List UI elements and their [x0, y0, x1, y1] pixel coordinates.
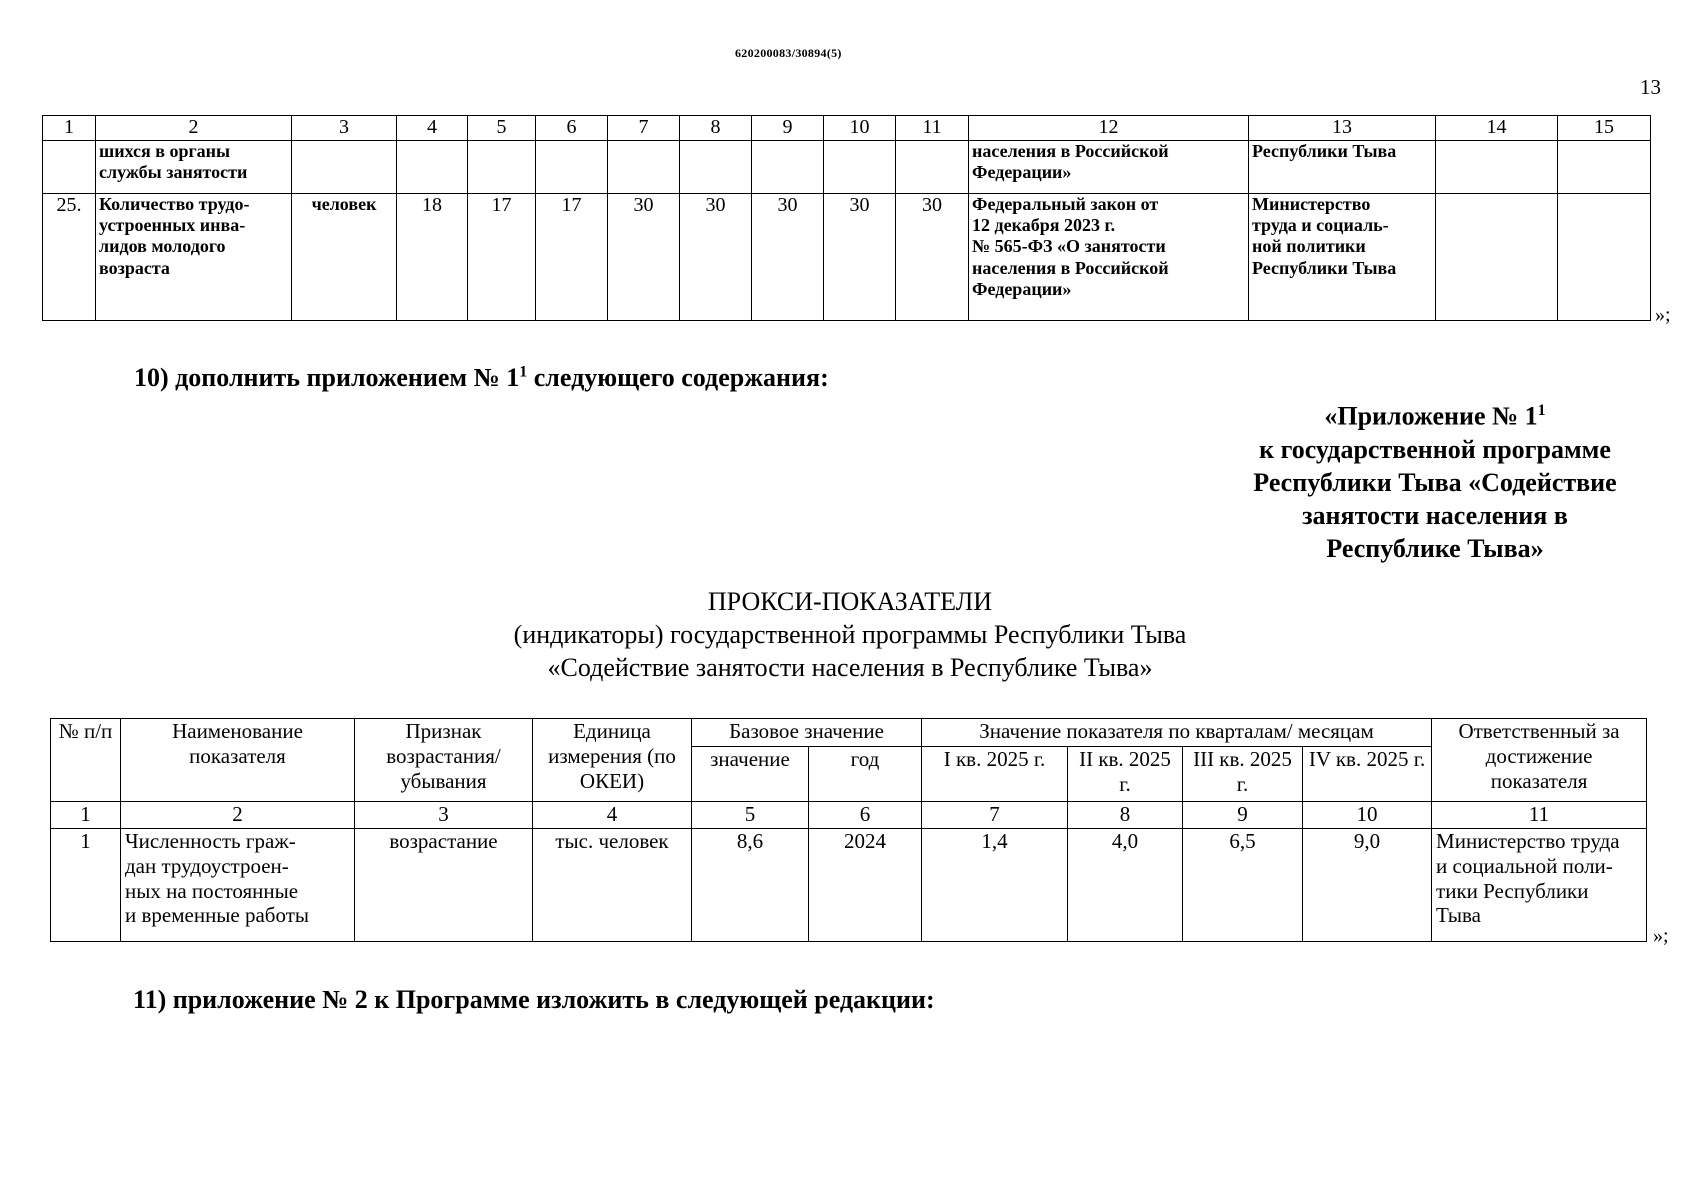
column-number-row: [51, 802, 1647, 829]
appendix-line: к государственной программе: [1259, 434, 1611, 464]
col-num: 13: [1249, 116, 1436, 141]
cell-value: 30: [896, 194, 969, 321]
cell-unit: тыс. человек: [533, 829, 692, 942]
text-line: Федерации»: [972, 278, 1072, 299]
cell-trend: возрастание: [355, 829, 533, 942]
cell-q1: 1,4: [922, 829, 1068, 942]
cell: [824, 141, 896, 194]
col-num: 1: [51, 802, 121, 829]
header-responsible: Ответственный за достижение показателя: [1432, 719, 1647, 802]
col-num: 8: [680, 116, 752, 141]
cell: [752, 141, 824, 194]
col-num: 10: [1303, 802, 1432, 829]
superscript: 1: [1537, 402, 1546, 419]
item-11-paragraph: 11) приложение № 2 к Программе изложить в следующей редакции:: [133, 985, 935, 1014]
text-line: Федеральный закон от: [972, 194, 1159, 214]
text-line: Министерство труда: [1436, 829, 1620, 853]
document-id: 620200083/30894(5): [735, 46, 842, 60]
text-line: населения в Российской: [972, 141, 1169, 161]
text-line: Численность граж-: [125, 829, 296, 853]
cell-unit: человек: [292, 194, 397, 321]
cell: [896, 141, 969, 194]
cell: [680, 141, 752, 194]
col-num: 7: [922, 802, 1068, 829]
cell-law: [969, 194, 1249, 321]
header-base-value: значение: [692, 747, 809, 802]
cell-responsible: [1432, 829, 1647, 942]
cell-name: [121, 829, 355, 942]
appendix-line: занятости населения в: [1302, 500, 1568, 530]
cell: [468, 141, 536, 194]
col-num: 8: [1068, 802, 1183, 829]
cell: [608, 141, 680, 194]
col-num: 3: [292, 116, 397, 141]
column-number-row: [43, 116, 1651, 141]
col-num: 9: [752, 116, 824, 141]
col-num: 10: [824, 116, 896, 141]
col-num: 12: [969, 116, 1249, 141]
table-row: [51, 829, 1647, 942]
col-num: 1: [43, 116, 96, 141]
text-line: шихся в органы: [99, 141, 231, 161]
text-line: Республики Тыва: [1252, 257, 1397, 278]
header-row: [51, 719, 1647, 747]
text-line: населения в Российской: [972, 257, 1169, 278]
title-line: «Содействие занятости населения в Республике Тыва»: [547, 653, 1153, 682]
cell-q3: 6,5: [1183, 829, 1303, 942]
text-line: ной политики: [1252, 236, 1366, 257]
col-num: 11: [896, 116, 969, 141]
text-line: Министерство: [1252, 194, 1371, 214]
header-q4: IV кв. 2025 г.: [1303, 747, 1432, 802]
cell: [536, 141, 608, 194]
text-line: № 565-ФЗ «О занятости: [972, 236, 1166, 257]
closing-quote: »;: [1655, 304, 1671, 326]
cell: [43, 141, 96, 194]
cell: [292, 141, 397, 194]
item-text: следующего содержания:: [527, 363, 829, 392]
appendix-line: «Приложение № $1^1$: [1324, 401, 1546, 431]
cell: [1558, 194, 1651, 321]
cell: [397, 141, 468, 194]
col-num: 2: [121, 802, 355, 829]
title-line: (индикаторы) государственной программы Республики Тыва: [513, 620, 1187, 649]
text-line: ных на постоянные: [125, 878, 299, 903]
superscript: 1: [519, 363, 528, 381]
closing-quote: »;: [1653, 925, 1669, 947]
text-line: и социальной поли-: [1436, 853, 1613, 878]
cell-value: 17: [468, 194, 536, 321]
proxy-indicators-title: [300, 585, 1400, 684]
text-line: труда и социаль-: [1252, 215, 1389, 236]
text-line: и временные работы: [125, 903, 310, 928]
col-num: 4: [533, 802, 692, 829]
col-num: 5: [692, 802, 809, 829]
header-unit: Единица измерения (по ОКЕИ): [533, 719, 692, 802]
col-num: 4: [397, 116, 468, 141]
header-base-year: год: [809, 747, 922, 802]
cell-value: 30: [824, 194, 896, 321]
text-line: Количество трудо-: [99, 194, 250, 214]
item-text: 10) дополнить приложением № 1: [134, 363, 520, 392]
cell-value: 30: [608, 194, 680, 321]
proxy-indicators-table: [50, 718, 1647, 942]
text-line: возраста: [99, 257, 170, 278]
col-num: 7: [608, 116, 680, 141]
cell-value: 17: [536, 194, 608, 321]
header-q1: I кв. 2025 г.: [922, 747, 1068, 802]
header-trend: Признак возрастания/ убывания: [355, 719, 533, 802]
header-q2: II кв. 2025 г.: [1068, 747, 1183, 802]
text-line: Федерации»: [972, 162, 1072, 183]
cell: [1436, 141, 1558, 194]
text-line: службы занятости: [99, 162, 248, 183]
text-line: 12 декабря 2023 г.: [972, 215, 1116, 236]
appendix-header: [1195, 394, 1675, 565]
col-num: 6: [536, 116, 608, 141]
cell: [1436, 194, 1558, 321]
col-num: 14: [1436, 116, 1558, 141]
col-num: 2: [96, 116, 292, 141]
col-num: 6: [809, 802, 922, 829]
col-num: 9: [1183, 802, 1303, 829]
text-line: лидов молодого: [99, 236, 226, 257]
title-line: ПРОКСИ-ПОКАЗАТЕЛИ: [707, 587, 993, 616]
text-line: устроенных инва-: [99, 215, 246, 236]
cell-number: 25.: [43, 194, 96, 321]
cell-name: [96, 141, 292, 194]
cell-q2: 4,0: [1068, 829, 1183, 942]
text-line: Тыва: [1436, 903, 1481, 928]
indicators-table-continued: [42, 115, 1651, 321]
text-line: дан трудоустроен-: [125, 853, 289, 878]
cell-base-value: 8,6: [692, 829, 809, 942]
table-row: [43, 141, 1651, 194]
cell-value: 18: [397, 194, 468, 321]
table-row: [43, 194, 1651, 321]
item-10-paragraph: [134, 363, 829, 393]
cell-base-year: 2024: [809, 829, 922, 942]
cell-law: [969, 141, 1249, 194]
cell-responsible: [1249, 194, 1436, 321]
col-num: 5: [468, 116, 536, 141]
appendix-line: Республики Тыва «Содействие: [1253, 467, 1617, 497]
header-quarters: Значение показателя по кварталам/ месяцам: [922, 719, 1432, 747]
col-num: 15: [1558, 116, 1651, 141]
cell-value: 30: [752, 194, 824, 321]
header-base: Базовое значение: [692, 719, 922, 747]
page-number: 13: [1640, 75, 1661, 99]
cell-number: 1: [51, 829, 121, 942]
col-num: 11: [1432, 802, 1647, 829]
appendix-line: Республике Тыва»: [1326, 533, 1544, 563]
header-name: Наименование показателя: [121, 719, 355, 802]
cell-responsible: Республики Тыва: [1249, 141, 1436, 194]
cell-q4: 9,0: [1303, 829, 1432, 942]
header-q3: III кв. 2025 г.: [1183, 747, 1303, 802]
col-num: 3: [355, 802, 533, 829]
cell: [1558, 141, 1651, 194]
cell-value: 30: [680, 194, 752, 321]
text-line: тики Республики: [1436, 878, 1589, 903]
header-no: № п/п: [51, 719, 121, 802]
cell-name: [96, 194, 292, 321]
